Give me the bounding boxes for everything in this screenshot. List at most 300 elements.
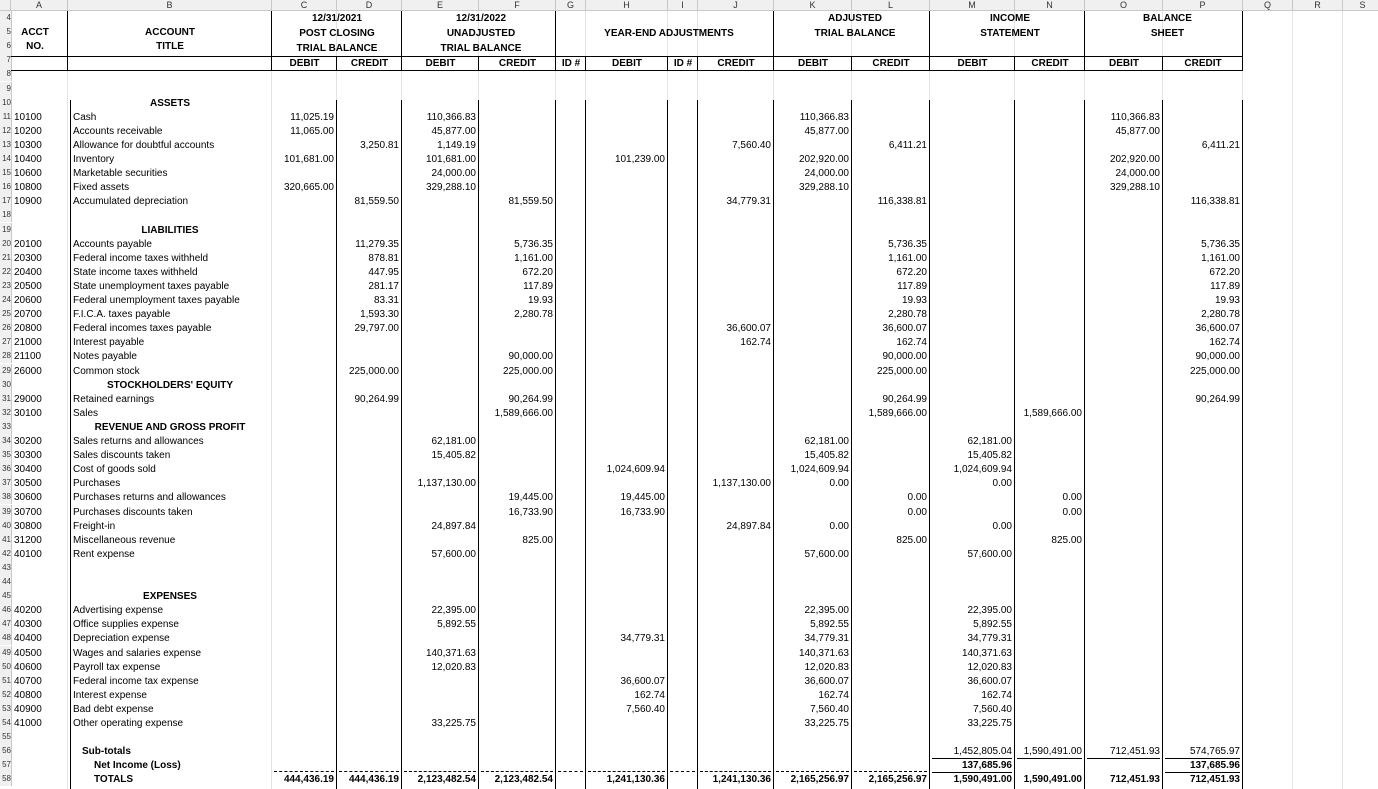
- row-header[interactable]: 46: [0, 603, 12, 617]
- account-number-cell[interactable]: 40200: [14, 605, 42, 617]
- amount-cell[interactable]: 1,149.19: [437, 139, 476, 151]
- account-title-cell[interactable]: Advertising expense: [73, 605, 164, 617]
- amount-cell[interactable]: 7,560.40: [732, 139, 771, 151]
- totals-amount-cell[interactable]: 2,123,482.54: [494, 774, 553, 786]
- amount-cell[interactable]: 1,161.00: [1201, 252, 1240, 264]
- account-number-cell[interactable]: 10400: [14, 154, 42, 165]
- row-header[interactable]: 6: [0, 39, 12, 53]
- row-header[interactable]: 50: [0, 660, 12, 674]
- amount-cell[interactable]: 0.00: [1062, 492, 1082, 504]
- amount-cell[interactable]: 2,280.78: [888, 309, 927, 321]
- account-number-cell[interactable]: 30400: [14, 464, 42, 476]
- totals-amount-cell[interactable]: 1,241,130.36: [606, 774, 665, 786]
- row-header[interactable]: 36: [0, 462, 12, 476]
- account-number-cell[interactable]: 20600: [14, 295, 42, 306]
- amount-cell[interactable]: 1,161.00: [514, 252, 553, 264]
- row-header[interactable]: 8: [0, 67, 12, 81]
- account-title-cell[interactable]: Depreciation expense: [73, 633, 170, 645]
- amount-cell[interactable]: 12,020.83: [804, 661, 849, 673]
- amount-cell[interactable]: 36,600.07: [804, 675, 849, 687]
- amount-cell[interactable]: 19.93: [527, 295, 553, 306]
- amount-cell[interactable]: 22,395.00: [804, 605, 849, 617]
- amount-cell[interactable]: 81,559.50: [508, 196, 553, 208]
- account-number-cell[interactable]: 30600: [14, 492, 42, 504]
- row-header[interactable]: 25: [0, 307, 12, 321]
- account-number-cell[interactable]: 40800: [14, 689, 42, 701]
- column-header[interactable]: K: [774, 0, 852, 11]
- column-header[interactable]: P: [1163, 0, 1243, 11]
- row-header[interactable]: 32: [0, 406, 12, 420]
- section-heading-revenue[interactable]: REVENUE AND GROSS PROFIT: [94, 421, 246, 433]
- row-header[interactable]: 39: [0, 505, 12, 519]
- account-number-cell[interactable]: 20300: [14, 252, 42, 264]
- account-title-cell[interactable]: Sales: [73, 407, 99, 419]
- amount-cell[interactable]: 5,736.35: [514, 238, 553, 250]
- amount-cell[interactable]: 15,405.82: [431, 450, 476, 462]
- column-header[interactable]: H: [586, 0, 668, 11]
- account-number-cell[interactable]: 41000: [14, 718, 42, 729]
- amount-cell[interactable]: 24,897.84: [726, 520, 771, 532]
- section-heading-equity[interactable]: STOCKHOLDERS' EQUITY: [106, 379, 234, 391]
- amount-cell[interactable]: 29,797.00: [354, 323, 399, 335]
- amount-cell[interactable]: 1,137,130.00: [712, 478, 771, 490]
- account-title-cell[interactable]: Purchases: [73, 478, 121, 490]
- amount-cell[interactable]: 101,681.00: [425, 154, 476, 165]
- amount-cell[interactable]: 7,560.40: [973, 703, 1012, 715]
- amount-cell[interactable]: 1,593.30: [360, 309, 399, 321]
- amount-cell[interactable]: 5,736.35: [1201, 238, 1240, 250]
- row-header[interactable]: 14: [0, 152, 12, 166]
- amount-cell[interactable]: 57,600.00: [804, 548, 849, 560]
- amount-cell[interactable]: 1,024,609.94: [953, 464, 1012, 476]
- account-title-cell[interactable]: Federal unemployment taxes payable: [73, 295, 240, 306]
- amount-cell[interactable]: 162.74: [740, 337, 771, 349]
- row-header[interactable]: 19: [0, 223, 12, 237]
- account-title-cell[interactable]: Cash: [73, 111, 97, 123]
- account-number-cell[interactable]: 20500: [14, 280, 42, 292]
- row-header[interactable]: 43: [0, 561, 12, 575]
- amount-cell[interactable]: 45,877.00: [804, 125, 849, 137]
- totals-amount-cell[interactable]: 2,165,256.97: [868, 774, 927, 786]
- column-header[interactable]: G: [556, 0, 586, 11]
- amount-cell[interactable]: 12,020.83: [967, 661, 1012, 673]
- amount-cell[interactable]: 2,280.78: [514, 309, 553, 321]
- row-header[interactable]: 38: [0, 490, 12, 504]
- account-number-cell[interactable]: 10300: [14, 139, 42, 151]
- account-title-cell[interactable]: Office supplies expense: [73, 619, 179, 631]
- account-number-cell[interactable]: 10800: [14, 182, 42, 194]
- account-title-cell[interactable]: Retained earnings: [73, 393, 155, 405]
- totals-amount-cell[interactable]: 1,590,491.00: [953, 774, 1012, 786]
- amount-cell[interactable]: 1,024,609.94: [606, 464, 665, 476]
- row-header[interactable]: 4: [0, 11, 12, 25]
- amount-cell[interactable]: 116,338.81: [1190, 196, 1240, 208]
- column-header[interactable]: C: [272, 0, 337, 11]
- row-header[interactable]: 29: [0, 364, 12, 378]
- account-number-cell[interactable]: 10600: [14, 168, 42, 180]
- amount-cell[interactable]: 117.89: [897, 280, 927, 292]
- column-header[interactable]: Q: [1243, 0, 1293, 11]
- account-title-cell[interactable]: Inventory: [73, 154, 115, 165]
- amount-cell[interactable]: 117.89: [523, 280, 553, 292]
- account-number-cell[interactable]: 21100: [14, 351, 42, 363]
- totals-amount-cell[interactable]: 444,436.19: [348, 774, 399, 786]
- amount-cell[interactable]: 57,600.00: [431, 548, 476, 560]
- amount-cell[interactable]: 19,445.00: [620, 492, 665, 504]
- amount-cell[interactable]: 1,024,609.94: [790, 464, 849, 476]
- account-title-cell[interactable]: Rent expense: [73, 548, 135, 560]
- account-title-cell[interactable]: F.I.C.A. taxes payable: [73, 309, 171, 321]
- row-header[interactable]: 40: [0, 519, 12, 533]
- amount-cell[interactable]: 90,264.99: [1195, 393, 1240, 405]
- row-header[interactable]: 55: [0, 730, 12, 744]
- row-header[interactable]: 24: [0, 293, 12, 307]
- account-number-cell[interactable]: 40400: [14, 633, 42, 645]
- account-title-cell[interactable]: Common stock: [73, 365, 140, 377]
- row-header[interactable]: 21: [0, 251, 12, 265]
- row-header[interactable]: 35: [0, 448, 12, 462]
- amount-cell[interactable]: 7,560.40: [626, 703, 665, 715]
- amount-cell[interactable]: 34,779.31: [726, 196, 771, 208]
- row-header[interactable]: 51: [0, 674, 12, 688]
- account-number-cell[interactable]: 26000: [14, 365, 42, 377]
- row-header[interactable]: 15: [0, 166, 12, 180]
- column-header[interactable]: I: [668, 0, 698, 11]
- amount-cell[interactable]: 62,181.00: [431, 436, 476, 447]
- account-number-cell[interactable]: 30200: [14, 436, 42, 447]
- amount-cell[interactable]: 11,025.19: [290, 111, 334, 123]
- amount-cell[interactable]: 672.20: [522, 266, 553, 278]
- amount-cell[interactable]: 320,665.00: [283, 182, 334, 194]
- account-title-cell[interactable]: Interest payable: [73, 337, 145, 349]
- account-number-cell[interactable]: 40100: [14, 548, 42, 560]
- amount-cell[interactable]: 672.20: [1209, 266, 1240, 278]
- amount-cell[interactable]: 11,279.35: [355, 238, 399, 250]
- totals-amount-cell[interactable]: 2,165,256.97: [790, 774, 849, 786]
- row-header[interactable]: 53: [0, 702, 12, 716]
- account-title-cell[interactable]: Federal income tax expense: [73, 675, 199, 687]
- amount-cell[interactable]: 225,000.00: [502, 365, 553, 377]
- amount-cell[interactable]: 90,264.99: [508, 393, 553, 405]
- amount-cell[interactable]: 34,779.31: [620, 633, 665, 645]
- amount-cell[interactable]: 0.00: [829, 520, 849, 532]
- account-number-cell[interactable]: 40600: [14, 661, 42, 673]
- row-header[interactable]: 12: [0, 124, 12, 138]
- net_income-amount-cell[interactable]: 137,685.96: [961, 760, 1012, 772]
- amount-cell[interactable]: 6,411.21: [1201, 139, 1240, 151]
- account-title-cell[interactable]: Other operating expense: [73, 718, 184, 729]
- account-title-cell[interactable]: Accounts payable: [73, 238, 152, 250]
- row-header[interactable]: 9: [0, 82, 12, 96]
- amount-cell[interactable]: 1,589,666.00: [494, 407, 553, 419]
- row-header[interactable]: 22: [0, 265, 12, 279]
- account-title-cell[interactable]: Accounts receivable: [73, 125, 163, 137]
- account-number-cell[interactable]: 30100: [14, 407, 42, 419]
- amount-cell[interactable]: 162.74: [818, 689, 849, 701]
- column-header[interactable]: B: [68, 0, 272, 11]
- amount-cell[interactable]: 1,589,666.00: [868, 407, 927, 419]
- column-header[interactable]: A: [11, 0, 68, 11]
- amount-cell[interactable]: 22,395.00: [967, 605, 1012, 617]
- amount-cell[interactable]: 1,137,130.00: [417, 478, 476, 490]
- row-header[interactable]: 5: [0, 25, 12, 39]
- amount-cell[interactable]: 12,020.83: [431, 661, 476, 673]
- amount-cell[interactable]: 0.00: [992, 520, 1012, 532]
- select-all-corner[interactable]: [0, 0, 11, 11]
- amount-cell[interactable]: 1,161.00: [888, 252, 927, 264]
- row-header[interactable]: 58: [0, 772, 12, 786]
- row-header[interactable]: 28: [0, 349, 12, 363]
- account-number-cell[interactable]: 10100: [14, 111, 42, 123]
- net_income-amount-cell[interactable]: 137,685.96: [1189, 760, 1240, 772]
- row-header[interactable]: 37: [0, 476, 12, 490]
- amount-cell[interactable]: 19.93: [901, 295, 927, 306]
- totals-amount-cell[interactable]: 712,451.93: [1189, 774, 1240, 786]
- amount-cell[interactable]: 101,681.00: [283, 154, 334, 165]
- totals-amount-cell[interactable]: 1,241,130.36: [712, 774, 771, 786]
- amount-cell[interactable]: 0.00: [1062, 506, 1082, 518]
- amount-cell[interactable]: 825.00: [896, 534, 927, 546]
- amount-cell[interactable]: 1,589,666.00: [1023, 407, 1082, 419]
- amount-cell[interactable]: 81,559.50: [354, 196, 399, 208]
- account-title-cell[interactable]: State unemployment taxes payable: [73, 280, 230, 292]
- account-title-cell[interactable]: Marketable securities: [73, 168, 168, 180]
- subtotals-amount-cell[interactable]: 1,590,491.00: [1023, 746, 1082, 758]
- account-title-cell[interactable]: Sales discounts taken: [73, 450, 171, 462]
- amount-cell[interactable]: 90,000.00: [508, 351, 553, 363]
- amount-cell[interactable]: 45,877.00: [431, 125, 476, 137]
- section-heading-liabilities[interactable]: LIABILITIES: [141, 224, 199, 236]
- row-header[interactable]: 20: [0, 237, 12, 251]
- account-title-cell[interactable]: Federal income taxes withheld: [73, 252, 209, 264]
- column-header[interactable]: O: [1085, 0, 1163, 11]
- amount-cell[interactable]: 162.74: [896, 337, 927, 349]
- totals-amount-cell[interactable]: 2,123,482.54: [417, 774, 476, 786]
- account-number-cell[interactable]: 30300: [14, 450, 42, 462]
- account-title-cell[interactable]: Interest expense: [73, 689, 147, 701]
- amount-cell[interactable]: 6,411.21: [888, 139, 927, 151]
- row-header[interactable]: 16: [0, 180, 12, 194]
- amount-cell[interactable]: 2,280.78: [1201, 309, 1240, 321]
- column-header[interactable]: D: [337, 0, 402, 11]
- account-title-cell[interactable]: Federal incomes taxes payable: [73, 323, 212, 335]
- column-header[interactable]: R: [1293, 0, 1343, 11]
- totals-amount-cell[interactable]: 1,590,491.00: [1023, 774, 1082, 786]
- account-number-cell[interactable]: 40300: [14, 619, 42, 631]
- row-header[interactable]: 45: [0, 589, 12, 603]
- amount-cell[interactable]: 36,600.07: [967, 675, 1012, 687]
- amount-cell[interactable]: 45,877.00: [1115, 125, 1160, 137]
- account-number-cell[interactable]: 10900: [14, 196, 42, 208]
- row-header[interactable]: 23: [0, 279, 12, 293]
- amount-cell[interactable]: 57,600.00: [967, 548, 1012, 560]
- amount-cell[interactable]: 0.00: [907, 492, 927, 504]
- amount-cell[interactable]: 5,736.35: [888, 238, 927, 250]
- amount-cell[interactable]: 24,000.00: [804, 168, 849, 180]
- amount-cell[interactable]: 36,600.07: [620, 675, 665, 687]
- amount-cell[interactable]: 225,000.00: [1189, 365, 1240, 377]
- amount-cell[interactable]: 225,000.00: [348, 365, 399, 377]
- amount-cell[interactable]: 62,181.00: [967, 436, 1012, 447]
- row-header[interactable]: 27: [0, 335, 12, 349]
- amount-cell[interactable]: 329,288.10: [1109, 182, 1160, 194]
- account-title-cell[interactable]: Allowance for doubtful accounts: [73, 139, 215, 151]
- account-title-cell[interactable]: Accumulated depreciation: [73, 196, 189, 208]
- amount-cell[interactable]: 19,445.00: [508, 492, 553, 504]
- amount-cell[interactable]: 202,920.00: [1109, 154, 1160, 165]
- account-title-cell[interactable]: Sales returns and allowances: [73, 436, 204, 447]
- amount-cell[interactable]: 110,366.83: [799, 111, 849, 123]
- account-number-cell[interactable]: 21000: [14, 337, 42, 349]
- row-header[interactable]: 17: [0, 194, 12, 208]
- amount-cell[interactable]: 90,000.00: [882, 351, 927, 363]
- amount-cell[interactable]: 36,600.07: [882, 323, 927, 335]
- amount-cell[interactable]: 0.00: [992, 478, 1012, 490]
- amount-cell[interactable]: 16,733.90: [620, 506, 665, 518]
- row-header[interactable]: 10: [0, 96, 12, 110]
- amount-cell[interactable]: 24,000.00: [1115, 168, 1160, 180]
- amount-cell[interactable]: 116,338.81: [877, 196, 927, 208]
- amount-cell[interactable]: 110,366.83: [1110, 111, 1160, 123]
- account-title-cell[interactable]: Purchases returns and allowances: [73, 492, 226, 504]
- amount-cell[interactable]: 140,371.63: [961, 647, 1012, 659]
- row-header[interactable]: 34: [0, 434, 12, 448]
- amount-cell[interactable]: 162.74: [981, 689, 1012, 701]
- net_income-label[interactable]: Net Income (Loss): [94, 760, 181, 772]
- account-title-cell[interactable]: Cost of goods sold: [73, 464, 156, 476]
- amount-cell[interactable]: 140,371.63: [425, 647, 476, 659]
- amount-cell[interactable]: 24,897.84: [431, 520, 476, 532]
- amount-cell[interactable]: 22,395.00: [431, 605, 476, 617]
- row-header[interactable]: 33: [0, 420, 12, 434]
- row-header[interactable]: 42: [0, 547, 12, 561]
- amount-cell[interactable]: 34,779.31: [967, 633, 1012, 645]
- amount-cell[interactable]: 225,000.00: [876, 365, 927, 377]
- amount-cell[interactable]: 33,225.75: [431, 718, 476, 729]
- row-header[interactable]: 54: [0, 716, 12, 730]
- row-header[interactable]: 48: [0, 631, 12, 645]
- account-title-cell[interactable]: Miscellaneous revenue: [73, 534, 176, 546]
- amount-cell[interactable]: 117.89: [1210, 280, 1240, 292]
- amount-cell[interactable]: 5,892.55: [973, 619, 1012, 631]
- account-title-cell[interactable]: Purchases discounts taken: [73, 506, 193, 518]
- row-header[interactable]: 30: [0, 378, 12, 392]
- row-header[interactable]: 56: [0, 744, 12, 758]
- section-heading-assets[interactable]: ASSETS: [149, 97, 190, 109]
- amount-cell[interactable]: 329,288.10: [798, 182, 849, 194]
- amount-cell[interactable]: 878.81: [368, 252, 399, 264]
- account-number-cell[interactable]: 30700: [14, 506, 42, 518]
- row-header[interactable]: 44: [0, 575, 12, 589]
- amount-cell[interactable]: 825.00: [1051, 534, 1082, 546]
- column-header[interactable]: S: [1343, 0, 1378, 11]
- row-header[interactable]: 41: [0, 533, 12, 547]
- account-title-cell[interactable]: Fixed assets: [73, 182, 130, 194]
- section-heading-expenses[interactable]: EXPENSES: [143, 591, 197, 603]
- amount-cell[interactable]: 90,000.00: [1195, 351, 1240, 363]
- account-number-cell[interactable]: 40700: [14, 675, 42, 687]
- row-header[interactable]: 52: [0, 688, 12, 702]
- amount-cell[interactable]: 90,264.99: [882, 393, 927, 405]
- account-title-cell[interactable]: Wages and salaries expense: [73, 647, 202, 659]
- amount-cell[interactable]: 7,560.40: [810, 703, 849, 715]
- account-number-cell[interactable]: 31200: [14, 534, 42, 546]
- account-number-cell[interactable]: 30500: [14, 478, 42, 490]
- amount-cell[interactable]: 447.95: [368, 266, 399, 278]
- subtotals-amount-cell[interactable]: 712,451.93: [1109, 746, 1160, 758]
- amount-cell[interactable]: 24,000.00: [431, 168, 476, 180]
- amount-cell[interactable]: 5,892.55: [810, 619, 849, 631]
- amount-cell[interactable]: 3,250.81: [360, 139, 399, 151]
- amount-cell[interactable]: 5,892.55: [437, 619, 476, 631]
- column-header[interactable]: J: [698, 0, 774, 11]
- account-title-cell[interactable]: Payroll tax expense: [73, 661, 161, 673]
- account-number-cell[interactable]: 40900: [14, 703, 42, 715]
- account-number-cell[interactable]: 20800: [14, 323, 42, 335]
- column-header[interactable]: N: [1015, 0, 1085, 11]
- amount-cell[interactable]: 202,920.00: [798, 154, 849, 165]
- account-title-cell[interactable]: State income taxes withheld: [73, 266, 198, 278]
- row-header[interactable]: 47: [0, 617, 12, 631]
- amount-cell[interactable]: 90,264.99: [354, 393, 399, 405]
- account-number-cell[interactable]: 30800: [14, 520, 42, 532]
- amount-cell[interactable]: 101,239.00: [614, 154, 665, 165]
- amount-cell[interactable]: 0.00: [829, 478, 849, 490]
- subtotals-amount-cell[interactable]: 1,452,805.04: [953, 746, 1012, 758]
- row-header[interactable]: 26: [0, 321, 12, 335]
- column-header[interactable]: L: [852, 0, 930, 11]
- account-number-cell[interactable]: 20400: [14, 266, 42, 278]
- account-number-cell[interactable]: 29000: [14, 393, 42, 405]
- account-number-cell[interactable]: 20700: [14, 309, 42, 321]
- totals-label[interactable]: TOTALS: [94, 774, 134, 786]
- amount-cell[interactable]: 825.00: [522, 534, 553, 546]
- account-number-cell[interactable]: 20100: [14, 238, 42, 250]
- amount-cell[interactable]: 0.00: [907, 506, 927, 518]
- amount-cell[interactable]: 19.93: [1214, 295, 1240, 306]
- amount-cell[interactable]: 33,225.75: [804, 718, 849, 729]
- amount-cell[interactable]: 33,225.75: [967, 718, 1012, 729]
- amount-cell[interactable]: 162.74: [634, 689, 665, 701]
- row-header[interactable]: 57: [0, 758, 12, 772]
- row-header[interactable]: 49: [0, 646, 12, 660]
- amount-cell[interactable]: 162.74: [1209, 337, 1240, 349]
- amount-cell[interactable]: 329,288.10: [425, 182, 476, 194]
- account-number-cell[interactable]: 10200: [14, 125, 42, 137]
- totals-amount-cell[interactable]: 712,451.93: [1109, 774, 1160, 786]
- subtotals-amount-cell[interactable]: 574,765.97: [1189, 746, 1240, 758]
- amount-cell[interactable]: 11,065.00: [290, 125, 334, 137]
- amount-cell[interactable]: 36,600.07: [1195, 323, 1240, 335]
- account-title-cell[interactable]: Notes payable: [73, 351, 137, 363]
- amount-cell[interactable]: 672.20: [896, 266, 927, 278]
- column-header[interactable]: E: [402, 0, 479, 11]
- row-header[interactable]: 13: [0, 138, 12, 152]
- amount-cell[interactable]: 15,405.82: [804, 450, 849, 462]
- account-title-cell[interactable]: Bad debt expense: [73, 703, 154, 715]
- amount-cell[interactable]: 15,405.82: [967, 450, 1012, 462]
- totals-amount-cell[interactable]: 444,436.19: [283, 774, 334, 786]
- amount-cell[interactable]: 16,733.90: [508, 506, 553, 518]
- row-header[interactable]: 7: [0, 53, 12, 67]
- amount-cell[interactable]: 34,779.31: [804, 633, 849, 645]
- subtotals-label[interactable]: Sub-totals: [82, 746, 131, 758]
- amount-cell[interactable]: 110,366.83: [426, 111, 476, 123]
- row-header[interactable]: 31: [0, 392, 12, 406]
- account-number-cell[interactable]: 40500: [14, 647, 42, 659]
- column-header[interactable]: F: [479, 0, 556, 11]
- account-title-cell[interactable]: Freight-in: [73, 520, 116, 532]
